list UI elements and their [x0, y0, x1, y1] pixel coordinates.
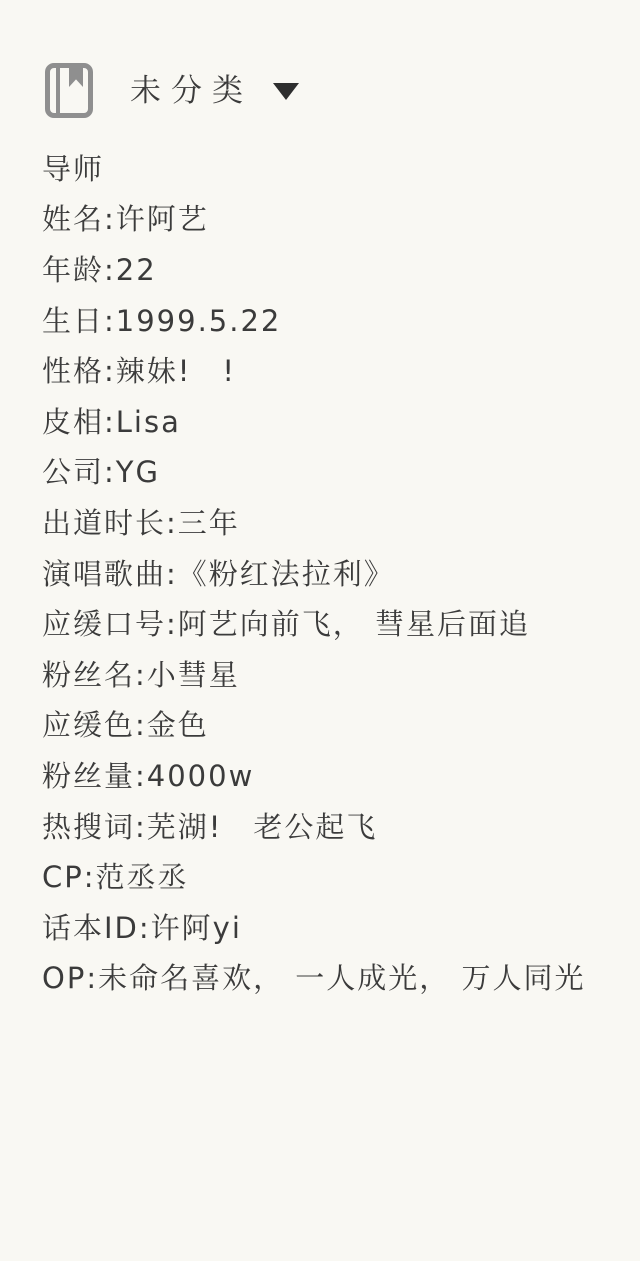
note-line-cp: CP:范丞丞: [42, 860, 189, 895]
notebook-spine: [56, 68, 60, 113]
bookmark-ribbon-icon: [69, 67, 83, 87]
note-line-huaben-id: 话本ID:许阿yi: [42, 910, 242, 945]
note-line-company: 公司:YG: [42, 455, 160, 490]
note-line-age: 年龄:22: [42, 252, 157, 287]
note-line-personality: 性格:辣妹! !: [42, 354, 237, 389]
category-selector[interactable]: [130, 70, 299, 112]
note-line-trending: 热搜词:芜湖! 老公起飞: [42, 809, 378, 844]
note-line-fan-name: 粉丝名:小彗星: [42, 657, 240, 692]
note-line-title: 导师: [42, 151, 105, 186]
note-line-debut-duration: 出道时长:三年: [42, 505, 240, 540]
note-line-birthday: 生日:1999.5.22: [42, 303, 282, 338]
note-line-fan-color: 应缓色:金色: [42, 708, 209, 743]
note-line-fan-count: 粉丝量:4000w: [42, 758, 255, 793]
note-line-op: OP:未命名喜欢， 一人成光， 万人同光: [42, 961, 586, 996]
note-line-appearance: 皮相:Lisa: [42, 404, 181, 439]
note-body[interactable]: [42, 142, 624, 1002]
note-line-name: 姓名:许阿艺: [42, 202, 209, 237]
note-line-song: 演唱歌曲:《粉红法拉利》: [42, 556, 395, 591]
note-header: [0, 0, 640, 140]
note-line-slogan: 应缓口号:阿艺向前飞， 彗星后面追: [42, 607, 530, 642]
notebook-icon[interactable]: [45, 63, 93, 118]
category-label: 未分类: [130, 73, 253, 109]
caret-down-icon: [273, 83, 299, 100]
